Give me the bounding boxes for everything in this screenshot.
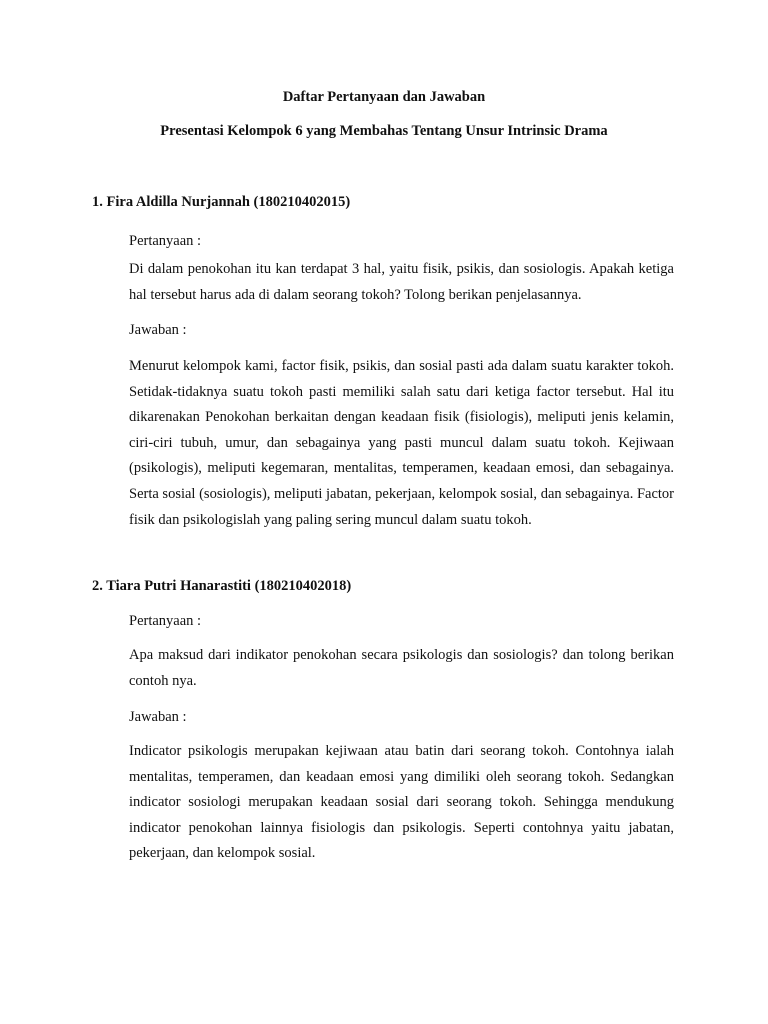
question-text: Di dalam penokohan itu kan terdapat 3 hal, yaitu fisik, psikis, dan sosiologis. Apakah ketiga hal tersebut harus ada di dalam seorang tokoh? Tolong berikan penjelasannya.: [129, 261, 674, 303]
question-label: Pertanyaan :: [129, 233, 202, 249]
answer-label: Jawaban :: [129, 709, 187, 725]
entry-heading: 1. Fira Aldilla Nurjannah (180210402015): [92, 194, 351, 210]
document-subtitle: Presentasi Kelompok 6 yang Membahas Tentang Unsur Intrinsic Drama: [160, 123, 608, 139]
document-title: Daftar Pertanyaan dan Jawaban: [282, 89, 486, 105]
answer-text: Menurut kelompok kami, factor fisik, psikis, dan sosial pasti ada dalam suatu karakter tokoh. Setidak-tidaknya suatu tokoh pasti memiliki salah satu dari ketiga factor tersebut. Hal itu dikarenakan Penokohan berkaitan dengan keadaan fisik (fisiologis), meliputi jenis kelamin, ciri-ciri tubuh, umur, dan sebagainya yang pasti muncul dalam suatu tokoh. Kejiwaan (psikologis), meliputi kegemaran, mentalitas, temperamen, keadaan emosi, dan sebagainya. Serta sosial (sosiologis), meliputi jabatan, pekerjaan, kelompok sosial, dan sebagainya. Factor fisik dan psikologislah yang paling sering muncul dalam suatu tokoh.: [129, 358, 674, 528]
question-label: Pertanyaan :: [129, 613, 202, 629]
answer-text: Indicator psikologis merupakan kejiwaan atau batin dari seorang tokoh. Contohnya ialah mentalitas, temperamen, dan keadaan emosi yang dimiliki oleh seorang tokoh. Sedangkan indicator sosiologi merupakan keadaan sosial dari seorang tokoh. Sehingga mendukung indicator penokohan lainnya fisiologis dan psikologis. Seperti contohnya yaitu jabatan, pekerjaan, dan kelompok sosial.: [129, 743, 674, 862]
answer-label: Jawaban :: [129, 322, 187, 338]
entry-heading: 2. Tiara Putri Hanarastiti (180210402018): [92, 578, 352, 594]
question-text: Apa maksud dari indikator penokohan secara psikologis dan sosiologis? dan tolong berikan contoh nya.: [129, 647, 674, 689]
